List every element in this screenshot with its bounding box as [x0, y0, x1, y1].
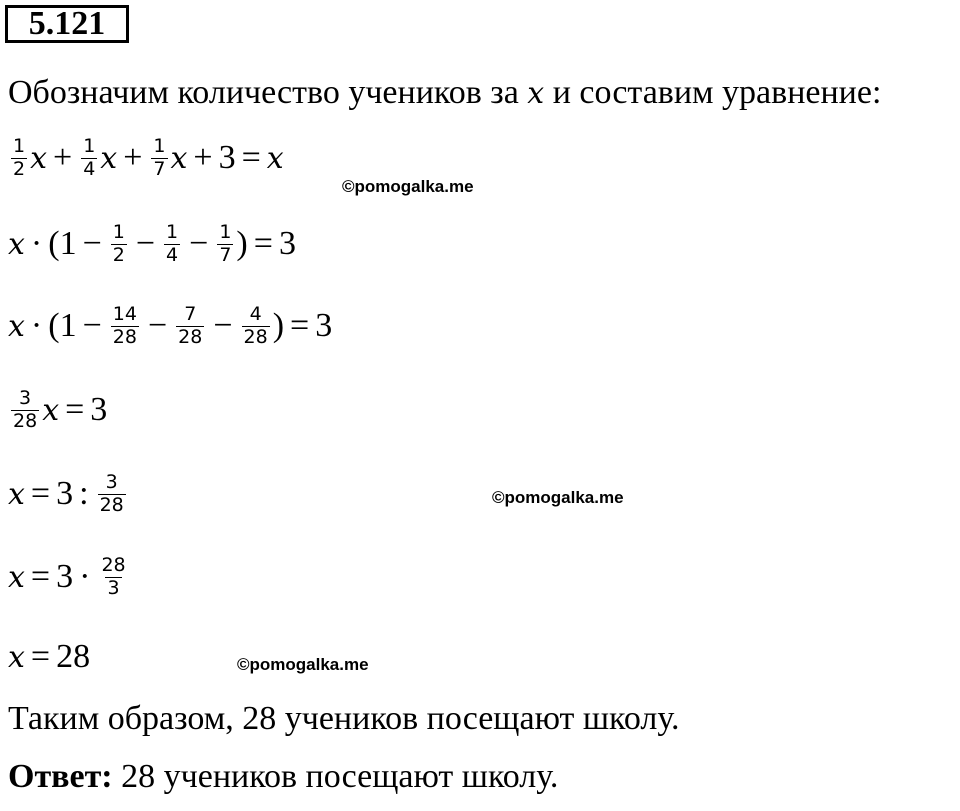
intro-var: x: [527, 76, 545, 111]
watermark: ©pomogalka.me: [492, 488, 624, 507]
equals-op: =: [290, 307, 310, 345]
colon-op: :: [79, 475, 89, 513]
paren-open: (1: [48, 307, 77, 345]
minus-op: −: [189, 225, 209, 263]
conclusion: Таким образом, 28 учеников посещают школу.: [8, 700, 680, 737]
fraction-14-28: $\frac{14}{28}$: [112, 303, 137, 348]
intro-line: [8, 74, 881, 112]
equation-4: [8, 388, 107, 433]
fraction-7-28: $\frac{7}{28}$: [178, 303, 203, 348]
equals-op: =: [65, 391, 85, 429]
number-3: 3: [218, 139, 236, 177]
var-x: x: [30, 140, 48, 176]
equation-7: [8, 638, 90, 676]
fraction-1-4: $\frac{1}{4}$: [166, 221, 179, 266]
intro-after: и составим уравнение:: [552, 74, 882, 111]
plus-op: +: [53, 139, 73, 177]
var-x: x: [8, 226, 25, 262]
paren-open: (1: [48, 225, 77, 263]
var-x: x: [266, 140, 284, 176]
var-x: x: [8, 308, 25, 344]
watermark: ©pomogalka.me: [342, 177, 474, 196]
answer-line: [8, 758, 558, 796]
cdot-op: ·: [30, 307, 43, 345]
cdot-op: ·: [30, 225, 43, 263]
var-x: x: [170, 140, 188, 176]
equals-op: =: [30, 475, 51, 513]
number-3: 3: [90, 391, 108, 429]
watermark: ©pomogalka.me: [237, 655, 369, 674]
equals-op: =: [253, 225, 273, 263]
equals-op: =: [241, 139, 261, 177]
minus-op: −: [213, 307, 233, 345]
fraction-28-3: $\frac{28}{3}$: [101, 554, 126, 599]
equation-3: [8, 304, 332, 349]
number-3: 3: [315, 307, 333, 345]
plus-op: +: [123, 139, 143, 177]
minus-op: −: [135, 225, 156, 263]
paren-close: ): [236, 225, 248, 263]
fraction-3-28: $\frac{3}{28}$: [13, 387, 38, 432]
equation-2: [8, 222, 296, 267]
var-x: x: [8, 476, 25, 512]
equals-op: =: [30, 638, 51, 675]
plus-op: +: [193, 139, 213, 177]
number-3: 3: [56, 558, 74, 596]
minus-op: −: [82, 307, 102, 345]
var-x: x: [8, 559, 25, 595]
fraction-1-2: $\frac{1}{2}$: [13, 135, 26, 180]
minus-op: −: [147, 307, 168, 345]
fraction-4-28: $\frac{4}{28}$: [243, 303, 268, 348]
result-number: 28: [56, 638, 91, 675]
number-3: 3: [278, 225, 296, 263]
intro-before: Обозначим количество учеников за: [8, 74, 519, 111]
equation-1: [8, 136, 284, 181]
fraction-1-2: $\frac{1}{2}$: [112, 221, 125, 266]
minus-op: −: [82, 225, 102, 263]
number-3: 3: [56, 475, 74, 513]
equation-6: [8, 555, 131, 600]
equation-5: [8, 472, 129, 517]
cdot-op: ·: [79, 558, 91, 596]
fraction-1-4: $\frac{1}{4}$: [83, 135, 96, 180]
var-x: x: [42, 392, 60, 428]
answer-label: Ответ:: [8, 758, 113, 795]
fraction-1-7: $\frac{1}{7}$: [153, 135, 166, 180]
fraction-1-7: $\frac{1}{7}$: [219, 221, 232, 266]
fraction-3-28: $\frac{3}{28}$: [99, 471, 124, 516]
var-x: x: [8, 639, 25, 675]
var-x: x: [100, 140, 118, 176]
paren-close: ): [272, 307, 285, 345]
equals-op: =: [30, 558, 51, 596]
problem-number: 5.121: [5, 5, 129, 43]
answer-text: 28 учеников посещают школу.: [121, 758, 559, 795]
